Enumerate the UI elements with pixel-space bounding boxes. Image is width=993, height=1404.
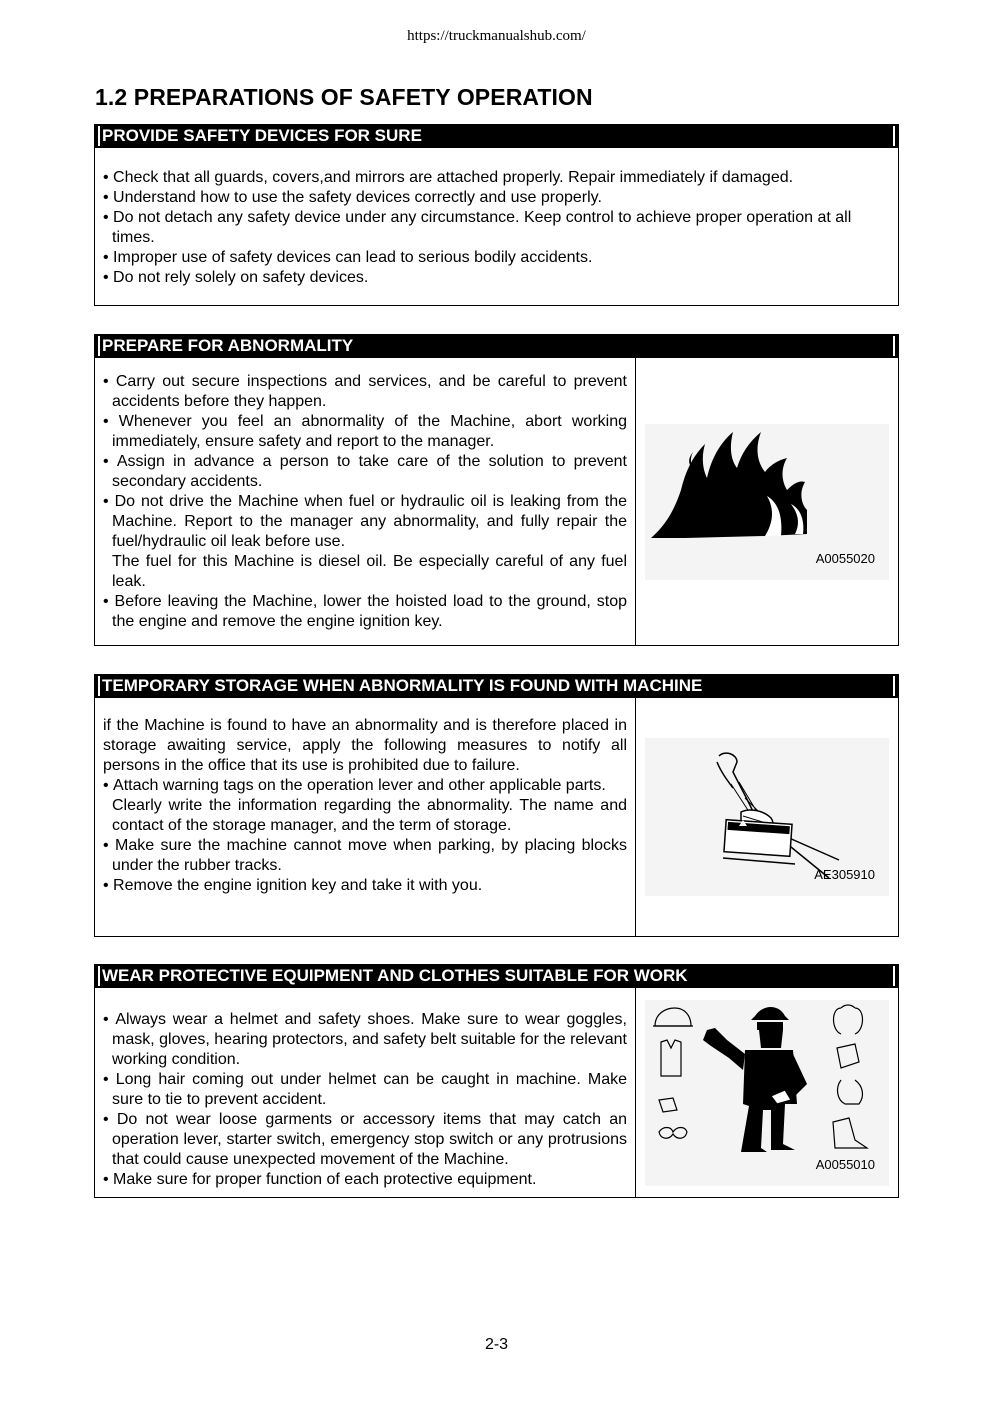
section-safety-devices	[94, 124, 899, 306]
lever-tag-illustration	[645, 738, 889, 896]
source-url[interactable]: https://truckmanualshub.com/	[407, 28, 586, 44]
section-body	[94, 358, 899, 646]
bullet-list	[103, 592, 627, 632]
section-text	[95, 988, 635, 1197]
list-item: • Do not wear loose garments or accessory items that may catch an operation lever, starter switch, emergency stop switch or any protrusions that could cause unexpected movement of the Machine.	[103, 1110, 627, 1170]
image-column	[635, 988, 898, 1197]
list-item: • Attach warning tags on the operation lever and other applicable parts.	[103, 776, 627, 796]
bullet-list	[103, 776, 627, 796]
section-temporary-storage	[94, 674, 899, 937]
image-column	[635, 358, 898, 645]
list-item: • Before leaving the Machine, lower the hoisted load to the ground, stop the engine and remove the engine ignition key.	[103, 592, 627, 632]
bullet-list	[103, 1010, 627, 1190]
section-text	[95, 698, 635, 936]
list-item: • Long hair coming out under helmet can be caught in machine. Make sure to tie to prevent accident.	[103, 1070, 627, 1110]
list-item: • Understand how to use the safety devices correctly and use properly.	[103, 188, 890, 208]
list-item: • Remove the engine ignition key and take it with you.	[103, 876, 627, 896]
list-item: • Make sure the machine cannot move when parking, by placing blocks under the rubber tracks.	[103, 836, 627, 876]
fire-illustration	[645, 424, 889, 580]
image-code: A0055010	[815, 1156, 875, 1172]
bullet-list	[103, 372, 627, 552]
continuation-text: The fuel for this Machine is diesel oil. Be especially careful of any fuel leak.	[112, 553, 627, 590]
list-item: • Make sure for proper function of each protective equipment.	[103, 1170, 627, 1190]
section-text	[95, 148, 898, 305]
section-header: PREPARE FOR ABNORMALITY	[94, 334, 899, 358]
continuation-text: Clearly write the information regarding the abnormality. The name and contact of the storage manager, and the term of storage.	[112, 797, 627, 834]
list-item: • Always wear a helmet and safety shoes. Make sure to wear goggles, mask, gloves, hearing protectors, and safety belt suitable for the relevant working condition.	[103, 1010, 627, 1070]
image-code: AE305910	[814, 867, 875, 882]
intro-text: if the Machine is found to have an abnormality and is therefore placed in storage awaiting service, apply the following measures to notify all persons in the office that its use is prohibited due to failure.	[103, 717, 627, 774]
bullet-list	[103, 168, 890, 288]
section-header: WEAR PROTECTIVE EQUIPMENT AND CLOTHES SUITABLE FOR WORK	[94, 964, 899, 988]
image-column	[635, 698, 898, 936]
section-body	[94, 988, 899, 1198]
list-item: • Improper use of safety devices can lead to serious bodily accidents.	[103, 248, 890, 268]
list-item: • Do not detach any safety device under any circumstance. Keep control to achieve proper operation at all times.	[103, 208, 890, 248]
bullet-list	[103, 836, 627, 896]
list-item: • Do not rely solely on safety devices.	[103, 268, 890, 288]
section-header: PROVIDE SAFETY DEVICES FOR SURE	[94, 124, 899, 148]
section-body	[94, 148, 899, 306]
list-item: • Whenever you feel an abnormality of the Machine, abort working immediately, ensure safety and report to the manager.	[103, 412, 627, 452]
section-abnormality	[94, 334, 899, 646]
page-number: 2-3	[484, 1336, 509, 1353]
section-text	[95, 358, 635, 645]
list-item: • Assign in advance a person to take care of the solution to prevent secondary accidents.	[103, 452, 627, 492]
section-header: TEMPORARY STORAGE WHEN ABNORMALITY IS FOUND WITH MACHINE	[94, 674, 899, 698]
list-item: • Do not drive the Machine when fuel or hydraulic oil is leaking from the Machine. Report to the manager any abnormality, and fully repair the fuel/hydraulic oil leak before use.	[103, 492, 627, 552]
image-code: A0055020	[815, 550, 875, 566]
section-body	[94, 698, 899, 937]
protective-equipment-illustration	[645, 1000, 889, 1186]
section-protective-equipment	[94, 964, 899, 1198]
list-item: • Check that all guards, covers,and mirrors are attached properly. Repair immediately if damaged.	[103, 168, 890, 188]
page-title: 1.2 PREPARATIONS OF SAFETY OPERATION	[95, 84, 593, 110]
list-item: • Carry out secure inspections and services, and be careful to prevent accidents before they happen.	[103, 372, 627, 412]
